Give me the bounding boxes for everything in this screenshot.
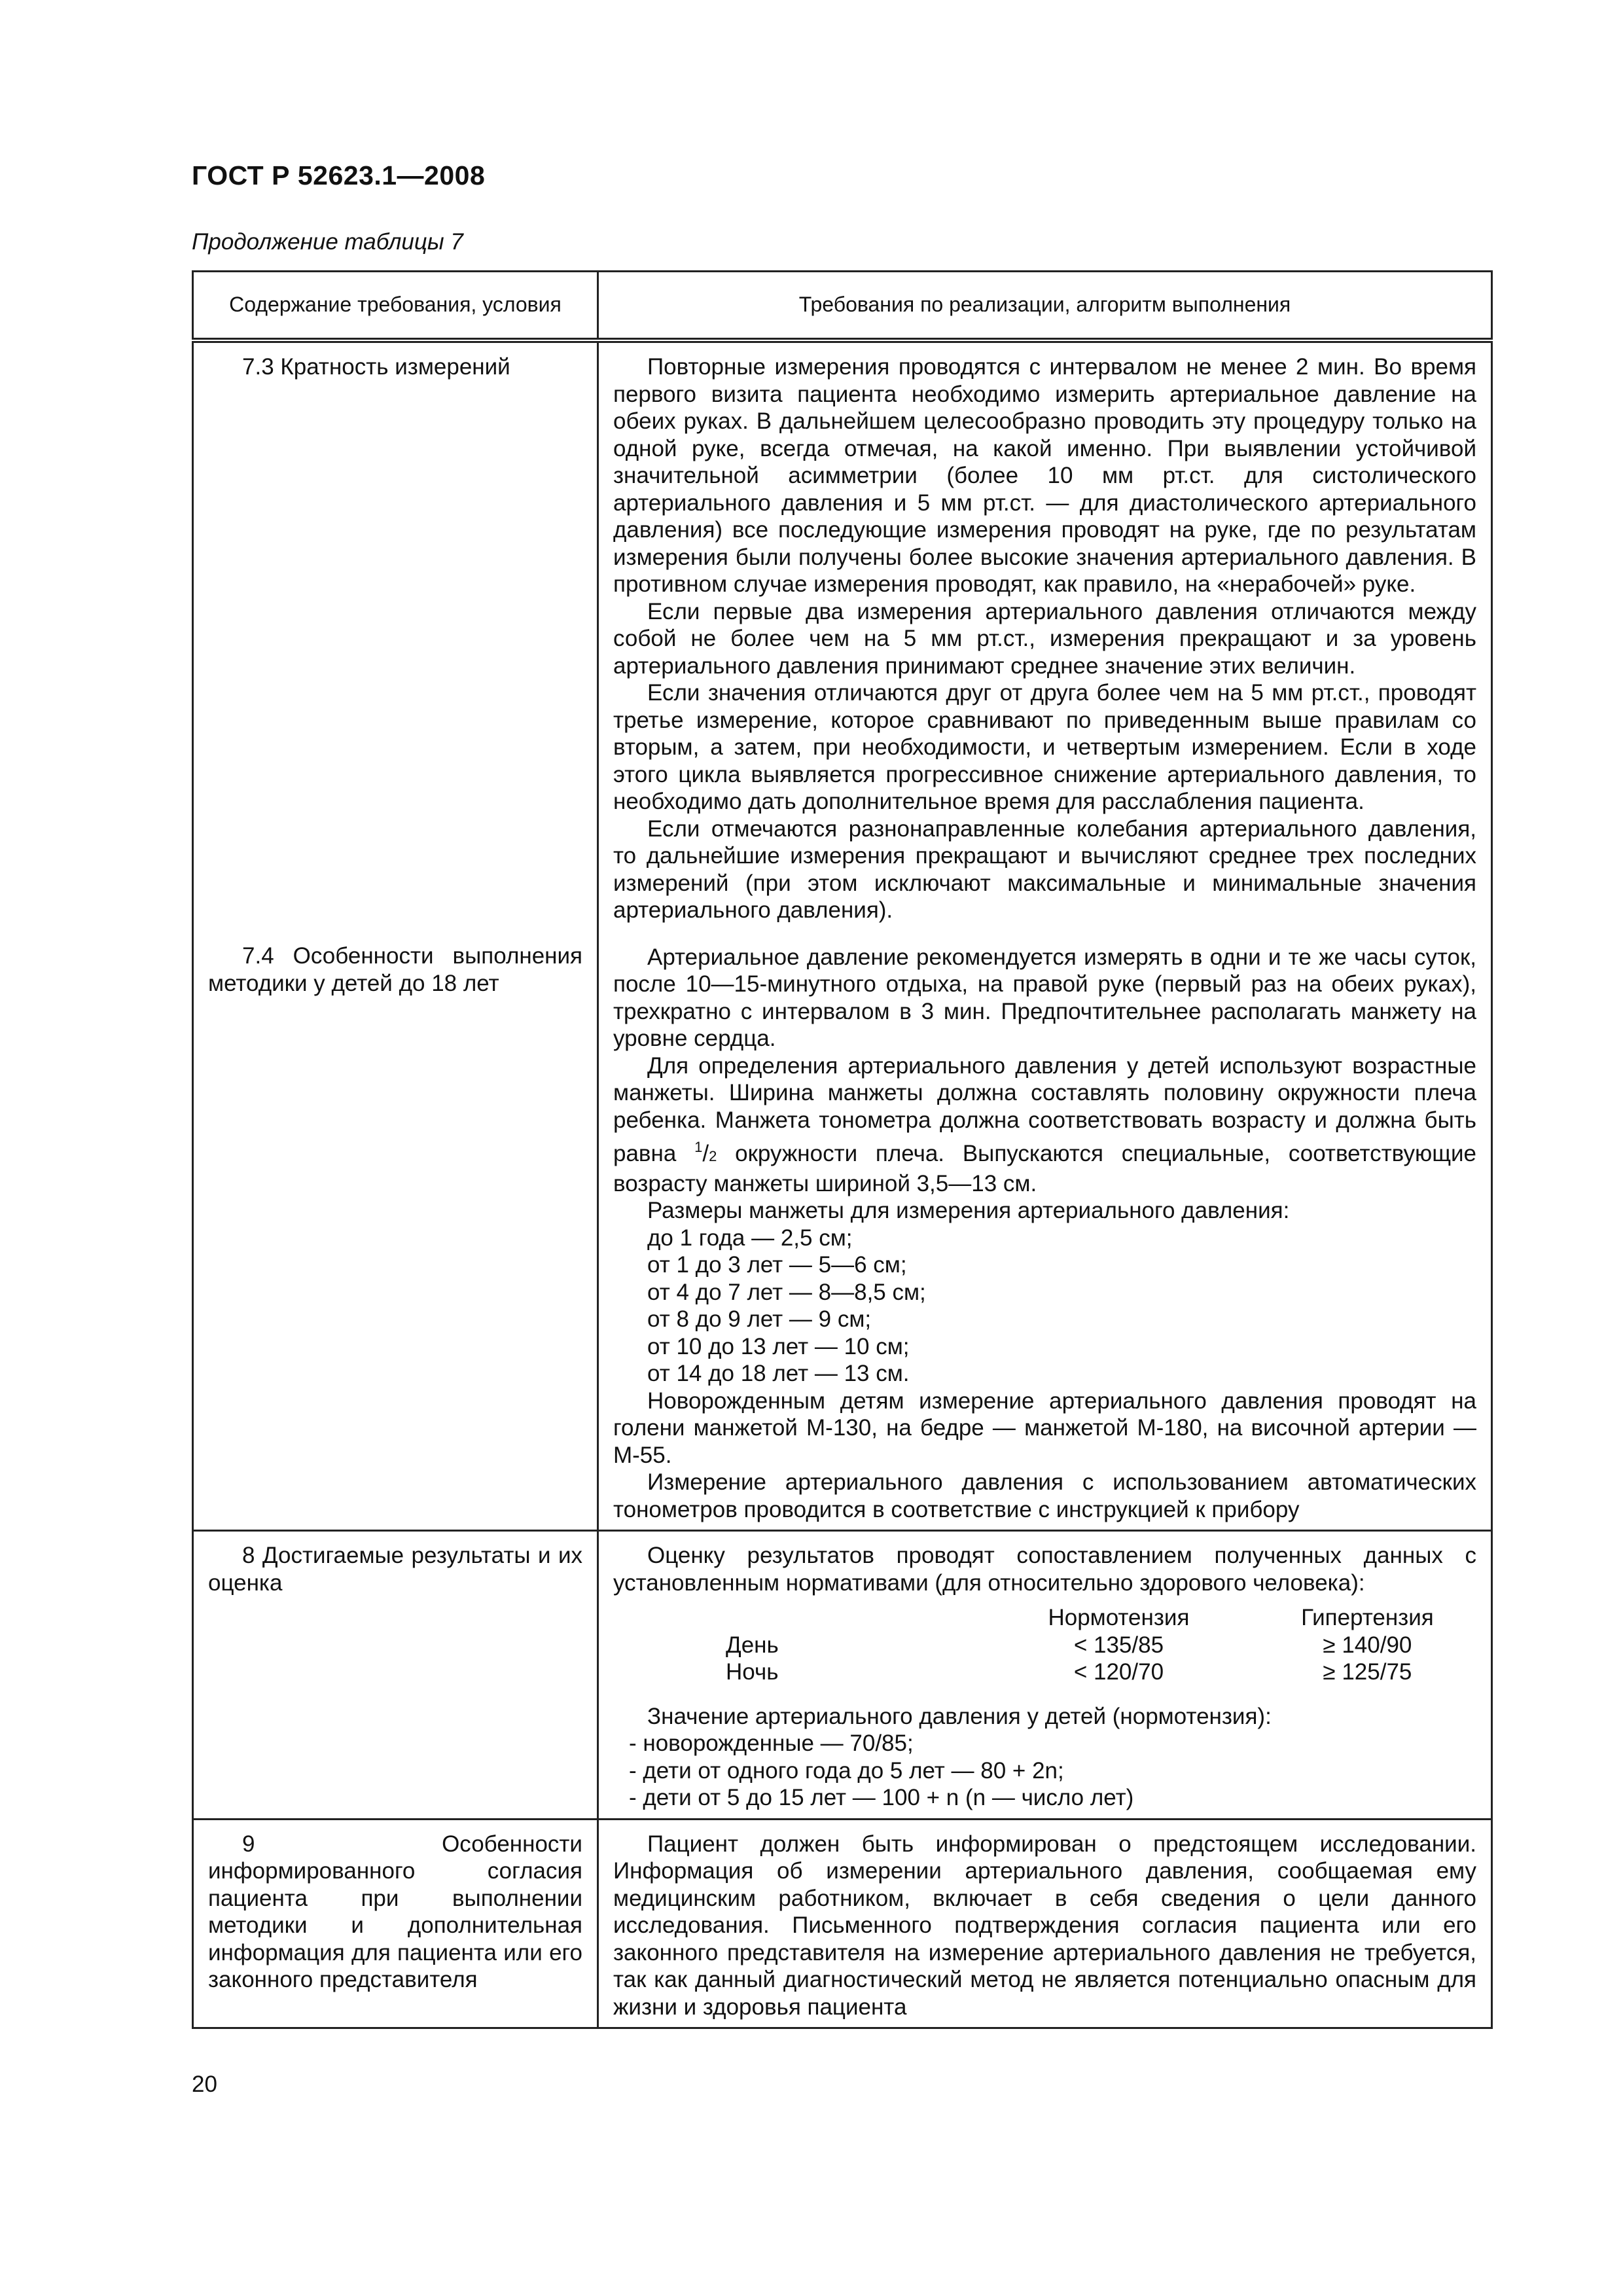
cuff-size-item: от 1 до 3 лет — 5—6 см; xyxy=(647,1252,907,1278)
norm-col-hypertension: Гипертензия xyxy=(1301,1605,1434,1630)
norm-table-row: Ночь < 120/70 ≥ 125/75 xyxy=(726,1659,1412,1685)
condition-8: 8 Достигаемые результаты и их оценка xyxy=(208,1543,582,1596)
header-condition: Содержание требования, условия xyxy=(193,272,598,341)
condition-7-4: 7.4 Особенности выполнения методики у детей до 18 лет xyxy=(208,943,582,996)
norm-table-header xyxy=(613,1604,1476,1632)
children-item: - дети от 5 до 15 лет — 100 + n (n — число лет) xyxy=(629,1785,1134,1810)
norm-col-normotension: Нормотензия xyxy=(1048,1605,1190,1630)
req-7-3-p1: Повторные измерения проводятся с интервалом не менее 2 мин. Во время первого визита пациента необходимо измерить артериальное давление на обеих руках. В дальнейшем целесообразно проводить эту процедуру только на одной руке, всегда отмечая, на какой именно. При выявлении устойчивой значительной асимметрии (более 10 мм рт.ст. для систолического артериального давления и 5 мм рт.ст. — для диастолического артериального давления) все последующие измерения проводят на руке, где по результатам измерения были получены более высокие значения артериального давления. В противном случае измерения проводят, как правило, на «нерабочей» руке. xyxy=(613,354,1476,597)
cuff-size-item: от 10 до 13 лет — 10 см; xyxy=(647,1333,910,1359)
condition-9: 9 Особенности информированного согласия пациента при выполнении методики и дополнительная информация для пациента или его законного представителя xyxy=(208,1831,582,1992)
header-requirements: Требования по реализации, алгоритм выполнения xyxy=(598,272,1492,341)
req-7-4-p1: Артериальное давление рекомендуется измерять в одни и те же часы суток, после 10—15-минутного отдыха, на правой руке (первый раз на обеих руках), трехкратно с интервалом в 3 мин. Предпочтительнее располагать манжету на уровне сердца. xyxy=(613,944,1476,1051)
req-7-3-p4: Если отмечаются разнонаправленные колебания артериального давления, то дальнейшие измерения прекращают и вычисляют среднее трех последних измерений (при этом исключают максимальные и минимальные значения артериального давления). xyxy=(613,816,1476,923)
cuff-size-item: от 8 до 9 лет — 9 см; xyxy=(647,1306,872,1332)
req-7-4-p3: Новорожденным детям измерение артериального давления проводят на голени манжетой М-130, на бедре — манжетой М-180, на височной артерии — М-55. xyxy=(613,1388,1476,1468)
children-item: - новорожденные — 70/85; xyxy=(629,1731,914,1756)
cuff-sizes-title: Размеры манжеты для измерения артериального давления: xyxy=(647,1198,1290,1223)
req-9-p1: Пациент должен быть информирован о предстоящем исследовании. Информация об измерении артериального давления, сообщаемая ему медицинским работником, включает в себя сведения о цели данного исследования. Письменного подтверждения согласия пациента или его законного представителя на измерение артериального давления не требуется, так как данный диагностический метод не является потенциально опасным для жизни и здоровья пациента xyxy=(613,1831,1476,2020)
req-7-3-p3: Если значения отличаются друг от друга более чем на 5 мм рт.ст., проводят третье измерение, которое сравнивают по приведенным выше правилам со вторым, а затем, при необходимости, и четвертым измерением. Если в ходе этого цикла выявляется прогрессивное снижение артериального давления, то необходимо дать дополнительное время для расслабления пациента. xyxy=(613,680,1476,814)
requirements-cell xyxy=(598,1819,1492,2028)
requirements-cell xyxy=(598,1531,1492,1820)
cuff-size-item: от 14 до 18 лет — 13 см. xyxy=(647,1361,910,1386)
req-8-p1: Оценку результатов проводят сопоставлением полученных данных с установленным нормативами (для относительно здорового человека): xyxy=(613,1543,1476,1596)
page-number: 20 xyxy=(192,2072,217,2097)
standard-code: ГОСТ Р 52623.1—2008 xyxy=(192,160,486,190)
req-7-4-p4: Измерение артериального давления с использованием автоматических тонометров проводится в соответствие с инструкцией к прибору xyxy=(613,1469,1476,1522)
children-item: - дети от одного года до 5 лет — 80 + 2n; xyxy=(629,1757,1064,1784)
req-7-3-p2: Если первые два измерения артериального давления отличаются между собой не более чем на 5 мм рт.ст., измерения прекращают и за уровень артериального давления принимают среднее значение этих величин. xyxy=(613,598,1476,679)
cuff-size-item: до 1 года — 2,5 см; xyxy=(647,1225,853,1251)
req-7-4-p2: Для определения артериального давления у детей используют возрастные манжеты. Ширина манжеты должна составлять половину окружности плеча ребенка. Манжета тонометра должна соответствовать возрасту и должна быть равна $^1$/2 окружности плеча. Выпускаются специальные, соответствующие возрасту манжеты шириной 3,5—13 см. xyxy=(613,1052,1477,1196)
table-continuation-caption: Продолжение таблицы 7 xyxy=(192,229,463,255)
condition-7-3: 7.3 Кратность измерений xyxy=(242,354,510,380)
condition-cell xyxy=(193,1531,598,1820)
condition-cell xyxy=(193,1819,598,2028)
table-row-8 xyxy=(193,1531,1492,1820)
norm-table xyxy=(613,1604,1476,1686)
children-title: Значение артериального давления у детей (нормотензия): xyxy=(647,1703,1272,1729)
table-row-9 xyxy=(193,1819,1492,2028)
cuff-size-item: от 4 до 7 лет — 8—8,5 см; xyxy=(647,1279,926,1305)
condition-cell xyxy=(193,340,598,1531)
norm-table-row: День < 135/85 ≥ 140/90 xyxy=(726,1632,1412,1658)
requirements-cell xyxy=(598,340,1492,1531)
requirements-table xyxy=(192,270,1493,2029)
table-row-7-3-7-4 xyxy=(193,340,1492,1531)
table-header-row xyxy=(193,272,1492,341)
